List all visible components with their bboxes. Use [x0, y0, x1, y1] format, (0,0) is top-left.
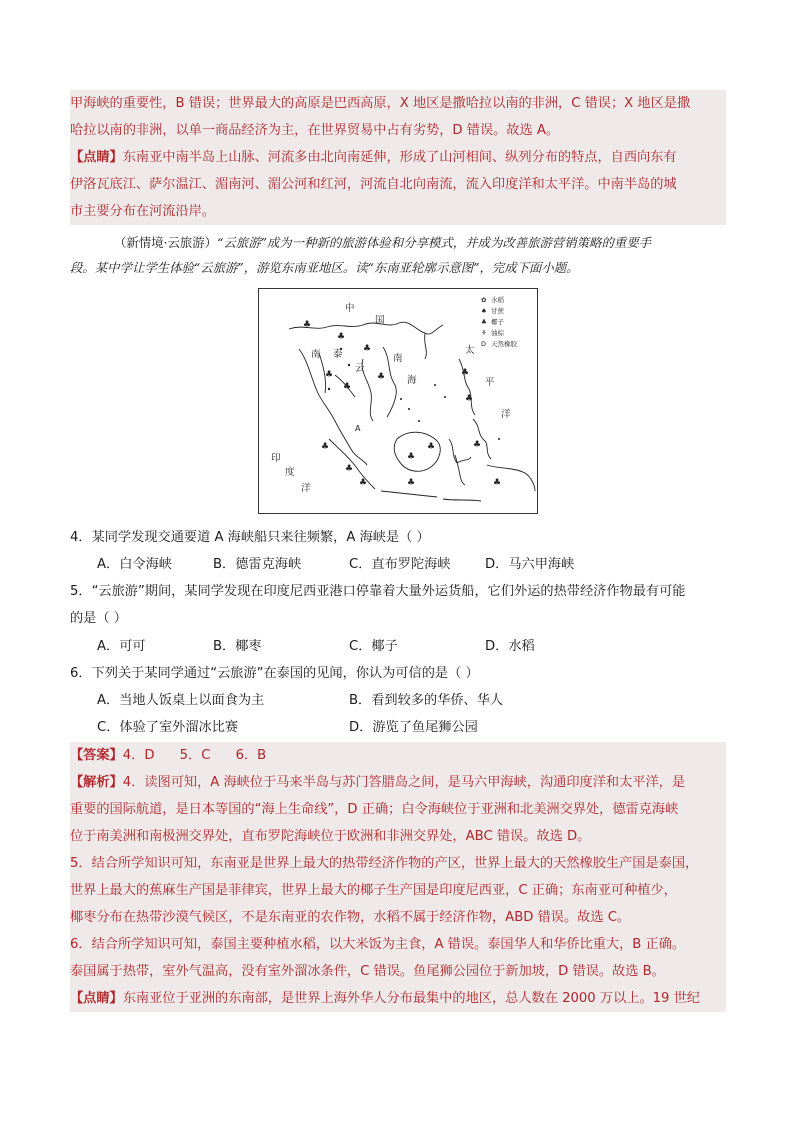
svg-text:♣: ♣	[461, 368, 470, 378]
analysis-line: 位于南美洲和南极洲交界处，直布罗陀海峡位于欧洲和非洲交界处，ABC 错误。故选 D。	[70, 829, 591, 844]
svg-text:⚘: ⚘	[481, 329, 487, 337]
question-stem: 6．下列关于某同学通过“云旅游”在泰国的见闻，你认为可信的是（ ）	[70, 666, 479, 681]
svg-text:D: D	[481, 340, 487, 348]
map-label-china: 中	[345, 303, 355, 314]
intro-text: 段。某中学让学生体验“云旅游”，游览东南亚地区。读“东南亚轮廓示意图”，完成下面小题。	[70, 260, 579, 275]
analysis-line: 甲海峡的重要性，B 错误；世界最大的高原是巴西高原，X 地区是撒哈拉以南的非洲，C 错误；X 地区是撒	[70, 96, 691, 111]
question-5-options	[97, 633, 697, 660]
intro-tag: （新情境·云旅游）	[114, 235, 218, 250]
svg-text:♠: ♠	[481, 307, 487, 315]
southeast-asia-map	[258, 288, 538, 514]
legend-coconut: 椰子	[491, 318, 504, 326]
map-label-hai: 海	[407, 375, 417, 386]
svg-text:♣: ♣	[407, 452, 416, 462]
answer-tag: 【答案】	[70, 748, 123, 763]
option-c[interactable]: C．椰子	[349, 639, 398, 654]
map-label-nan: 南	[393, 353, 403, 364]
gulf-tonkin	[425, 333, 427, 359]
map-label-yang: 洋	[501, 409, 511, 420]
map-label-yang2: 洋	[301, 483, 311, 494]
question-stem: 4．某同学发现交通要道 A 海峡船只来往频繁，A 海峡是（ ）	[70, 530, 430, 545]
question-4-options	[97, 551, 697, 578]
svg-text:♣: ♣	[427, 442, 436, 452]
svg-text:♣: ♣	[303, 320, 312, 330]
map-label-m3: 云	[355, 363, 365, 374]
option-b[interactable]: B．看到较多的华侨、华人	[349, 693, 504, 708]
map-label-tai: 太	[465, 345, 475, 356]
analysis-line: 世界上最大的蕉麻生产国是菲律宾，世界上最大的椰子生产国是印度尼西亚，C 正确；东南亚可种植少，	[70, 883, 677, 898]
previous-analysis-block	[70, 90, 726, 225]
map-label-ping: 平	[485, 377, 495, 388]
svg-text:♣: ♣	[407, 478, 416, 488]
map-label-m1: 南	[311, 349, 321, 360]
svg-text:♣: ♣	[343, 382, 352, 392]
question-6	[70, 660, 730, 687]
option-d[interactable]: D．水稻	[485, 639, 535, 654]
analysis-text: 4．读图可知，A 海峡位于马来半岛与苏门答腊岛之间，是马六甲海峡，沟通印度洋和太平洋，是	[122, 775, 686, 790]
legend-rice: 水稻	[491, 296, 504, 304]
map-label-a: A	[355, 424, 361, 433]
svg-text:♣: ♣	[481, 318, 487, 326]
analysis-line: 泰国属于热带，室外气温高，没有室外溜冰条件，C 错误。鱼尾狮公园位于新加坡，D 错误。故选 B。	[70, 964, 665, 979]
sulawesi	[449, 439, 471, 485]
option-a[interactable]: A．可可	[97, 639, 146, 654]
question-stem: 的是（ ）	[70, 611, 127, 626]
question-stem: 5．“云旅游”期间，某同学发现在印度尼西亚港口停靠着大量外运货船，它们外运的热带经济作物最有可能	[70, 584, 686, 599]
answer-analysis-block	[70, 742, 726, 1012]
option-d[interactable]: D．马六甲海峡	[485, 557, 575, 572]
option-a[interactable]: A．当地人饭桌上以面食为主	[97, 693, 265, 708]
answer-text: 4．D 5．C 6．B	[122, 748, 267, 763]
point-line: 市主要分布在河流沿岸。	[70, 204, 216, 219]
svg-text:♣: ♣	[377, 372, 386, 382]
svg-text:♣: ♣	[325, 370, 334, 380]
analysis-line: 椰枣分布在热带沙漠气候区，不是东南亚的农作物，水稻不属于经济作物，ABD 错误。故选 C。	[70, 910, 631, 925]
option-b[interactable]: B．椰枣	[213, 639, 262, 654]
option-b[interactable]: B．德雷克海峡	[213, 557, 302, 572]
map-label-du: 度	[285, 467, 295, 478]
point-line: 伊洛瓦底江、萨尔温江、湄南河、湄公河和红河，河流自北向南流，流入印度洋和太平洋。中南半岛的城	[70, 177, 677, 192]
option-c[interactable]: C．体验了室外溜冰比赛	[97, 720, 239, 735]
svg-text:✿: ✿	[481, 296, 487, 304]
analysis-line: 6．结合所学知识可知，泰国主要种植水稻，以大米饭为主食，A 错误。泰国华人和华侨比重大，B 正确。	[70, 937, 686, 952]
intro-text: “云旅游”成为一种新的旅游体验和分享模式，并成为改善旅游营销策略的重要手	[217, 235, 652, 250]
question-5	[70, 578, 730, 632]
question-4	[70, 524, 730, 551]
map-drawing	[259, 289, 537, 513]
point-text: 东南亚位于亚洲的东南部，是世界上海外华人分布最集中的地区，总人数在 2000 万以上。19 世纪	[122, 991, 700, 1006]
lesser-sunda	[443, 499, 481, 501]
china-coast	[399, 322, 443, 334]
question-intro	[70, 230, 730, 280]
option-a[interactable]: A．白令海峡	[97, 557, 172, 572]
analysis-line: 重要的国际航道，是日本等国的“海上生命线”，D 正确；白令海峡位于亚洲和北美洲交界处，德雷克海峡	[70, 802, 679, 817]
svg-text:♣: ♣	[473, 440, 482, 450]
svg-text:♣: ♣	[359, 478, 368, 488]
map-label-yin: 印	[271, 453, 281, 464]
svg-text:♣: ♣	[363, 344, 372, 354]
map-label-guo: 国	[375, 315, 385, 326]
analysis-line: 5．结合所学知识可知，东南亚是世界上最大的热带经济作物的产区，世界上最大的天然橡胶生产国是泰国，	[70, 856, 699, 871]
svg-text:♣: ♣	[321, 442, 330, 452]
legend-oil-palm: 油棕	[491, 329, 504, 337]
point-tag: 【点睛】	[70, 991, 123, 1006]
point-tag: 【点睛】	[70, 150, 123, 165]
svg-text:♣: ♣	[465, 394, 474, 404]
analysis-tag: 【解析】	[70, 775, 123, 790]
legend-sugarcane: 甘蔗	[491, 307, 504, 315]
svg-text:♣: ♣	[493, 478, 502, 488]
svg-text:♣: ♣	[337, 332, 346, 342]
philippines-mindanao	[473, 419, 491, 459]
option-c[interactable]: C．直布罗陀海峡	[349, 557, 451, 572]
point-text: 东南亚中南半岛上山脉、河流多由北向南延伸，形成了山河相间、纵列分布的特点，自西向东有	[122, 150, 677, 165]
question-6-options-row2	[97, 714, 697, 741]
option-d[interactable]: D．游览了鱼尾狮公园	[349, 720, 478, 735]
legend-rubber: 天然橡胶	[491, 340, 517, 348]
question-6-options-row1	[97, 687, 697, 714]
map-legend	[479, 291, 535, 353]
svg-text:♣: ♣	[345, 464, 354, 474]
map-label-m2: 泰	[333, 349, 343, 360]
analysis-line: 哈拉以南的非洲，以单一商品经济为主，在世界贸易中占有劣势，D 错误。故选 A。	[70, 123, 560, 138]
java	[381, 491, 437, 497]
